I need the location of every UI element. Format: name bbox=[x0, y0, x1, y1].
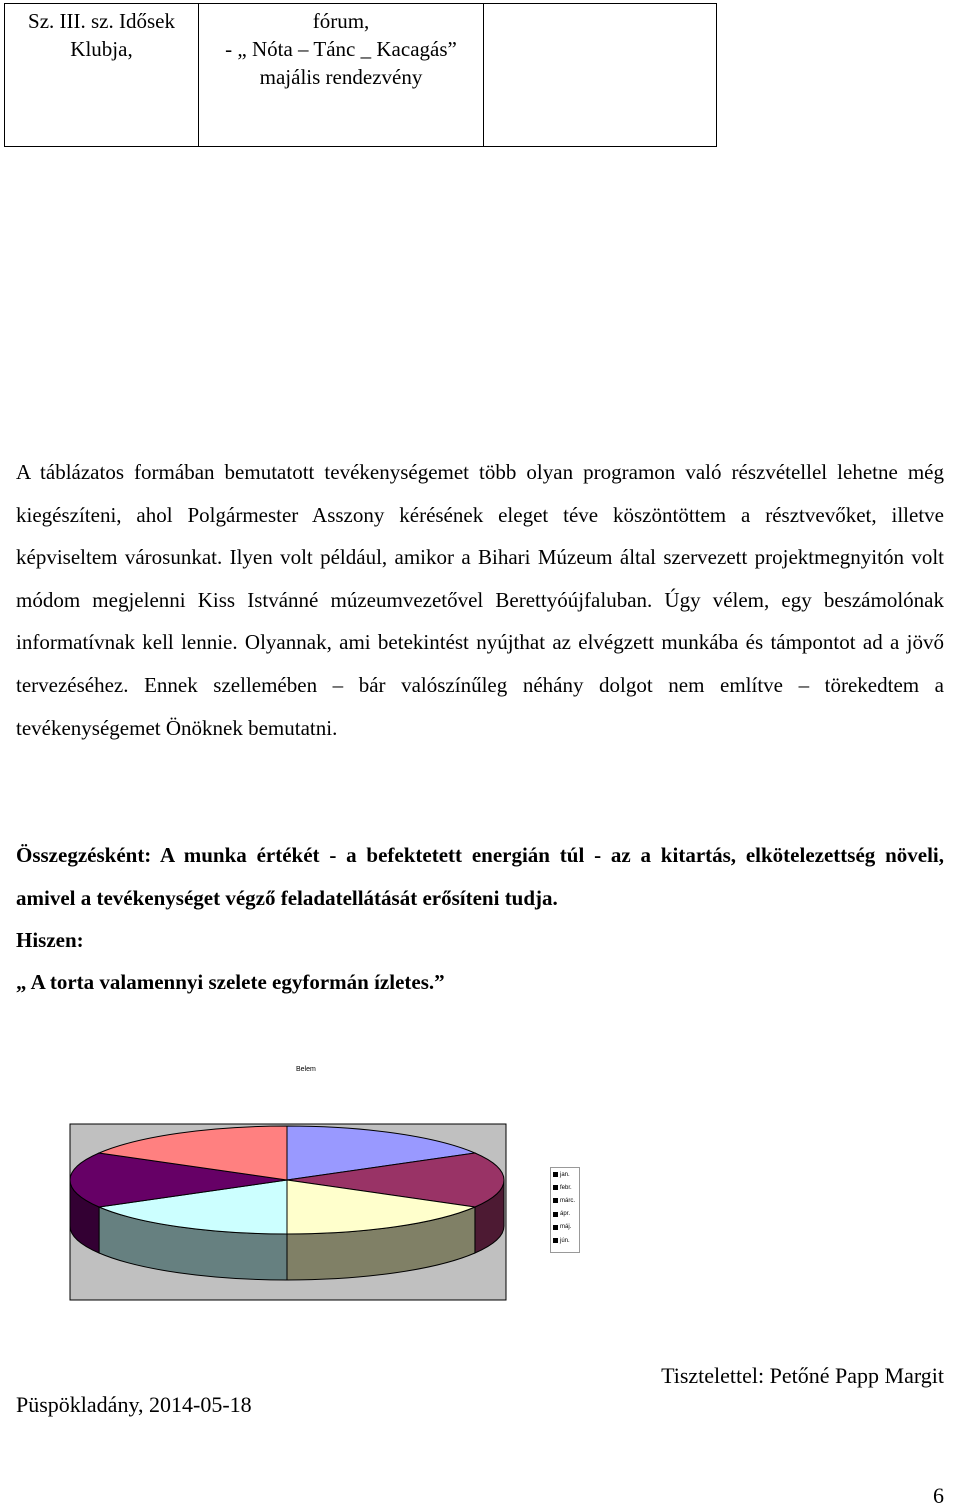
body-paragraph: A táblázatos formában bemutatott tevékenységemet több olyan programon való részvétellel lehetne még kiegészíteni, ahol Polgármester Asszony kérésének eleget téve köszöntöttem a résztvevőket, illetve képviseltem városunkat. Ilyen volt például, amikor a Bihari Múzeum által szervezett projektmegnyitón volt módom megjelenni Kiss Istvánné múzeumvezetővel Berettyóújfaluban. Úgy vélem, egy beszámolónak informatívnak kell lennie. Olyannak, ami betekintést nyújthat az elvégzett munkába és támpontot ad a jövő tervezéséhez. Ennek szellemében – bár valószínűleg néhány dolgot nem említve – törekedtem a tevékenységemet Önöknek bemutatni. bbox=[16, 460, 944, 740]
page-number: 6 bbox=[933, 1483, 944, 1508]
legend-item bbox=[551, 1168, 579, 1181]
chart-title: Belem bbox=[296, 1066, 316, 1073]
hiszen-label: Hiszen: bbox=[16, 928, 84, 952]
table-row bbox=[5, 4, 717, 147]
quote-text: „ A torta valamennyi szelete egyformán ízletes.” bbox=[16, 970, 445, 994]
legend-label: febr. bbox=[560, 1184, 572, 1191]
chart-legend bbox=[550, 1167, 580, 1253]
table-cell-event: fórum, - „ Nóta – Tánc _ Kacagás” majális rendezvény bbox=[199, 4, 484, 147]
legend-swatch bbox=[553, 1212, 558, 1217]
legend-swatch bbox=[553, 1198, 558, 1203]
events-table bbox=[4, 3, 717, 147]
legend-item bbox=[551, 1208, 579, 1221]
legend-swatch bbox=[553, 1238, 558, 1243]
legend-item bbox=[551, 1181, 579, 1194]
legend-label: jún. bbox=[560, 1237, 570, 1244]
legend-label: jan. bbox=[560, 1171, 570, 1178]
legend-item bbox=[551, 1234, 579, 1247]
legend-item bbox=[551, 1221, 579, 1234]
place-date: Püspökladány, 2014-05-18 bbox=[16, 1392, 252, 1417]
legend-label: máj. bbox=[560, 1224, 572, 1231]
signature: Tisztelettel: Petőné Papp Margit bbox=[661, 1363, 944, 1388]
summary-paragraph: Összegzésként: A munka értékét - a befektetett energián túl - az a kitartás, elkötelezettség növeli, amivel a tevékenységet végző feladatellátását erősíteni tudja. bbox=[16, 843, 944, 910]
table-cell-empty bbox=[484, 4, 717, 147]
legend-swatch bbox=[553, 1172, 558, 1177]
legend-label: ápr. bbox=[560, 1211, 571, 1218]
legend-swatch bbox=[553, 1185, 558, 1190]
legend-item bbox=[551, 1194, 579, 1207]
table-cell-location: Sz. III. sz. Idősek Klubja, bbox=[5, 4, 199, 147]
pie-chart bbox=[60, 1110, 516, 1306]
legend-label: márc. bbox=[560, 1197, 575, 1204]
legend-swatch bbox=[553, 1225, 558, 1230]
